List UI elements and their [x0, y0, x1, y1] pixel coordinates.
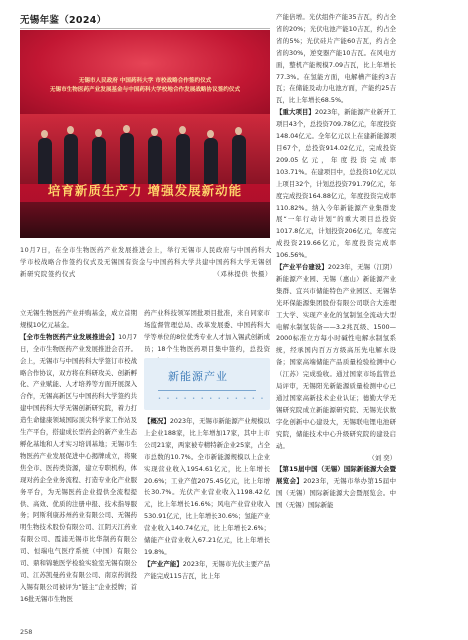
header-rule — [20, 28, 270, 29]
column-3 — [276, 12, 396, 512]
paragraph-text: 产能倍增。光伏组件产能35吉瓦，约占全省的20%；光伏电池产能10吉瓦，约占全省的5%；光伏硅片产能60吉瓦，约占全省的30%，逆变器产能10吉瓦。在风电方面，整机产能规模7.09吉瓦，比上年增长77.3%。在氢能方面，电解槽产能约3吉瓦；在储能及动力电池方面，产能约25吉瓦，比上年增长68.5%。 — [276, 13, 396, 105]
banner-line-1: 无锡市人民政府 中国药科大学 市校战略合作签约仪式 — [78, 78, 212, 84]
paragraph — [276, 464, 396, 512]
section-rule — [158, 390, 256, 391]
entry-heading: 【产业产能】 — [144, 559, 183, 568]
column-1 — [20, 308, 137, 606]
paragraph-text: 10月7日，全市生物医药产业发展推进会召开。会上，无锡市与中国药科大学签订市校战略合作协议，双方将在科研攻关、创新孵化、产业赋能、人才培养等方面开展深入合作，无锡高新区与中国药科大学签约共建中国药科大学无锡创新研究院，着力打造生命健康领域国际顶尖科学家工作站及生产平台，搭建成长型药企的新产业生态孵化基地和人才实习培训基地；无锡市生物医药产业发展促进中心揭牌成立，将聚焦全市、医药类资源，建立专职机构，体现对药企全业务流程、打造专业化产业服务平台，为无锡医药企业提供全流程提供、高效、优质的注册申报、技术指导服务；阿斯利康苏州药业有限公司、无锡药明生物技术股份有限公司、江阴天江药业有限公司、霞浦无锡市比华制药有限公司、恒瑞电气医疗系统（中国）有限公司、鼎和锦驰医学检验实验室无锡有限公司、江苏凯曼药业有限公司、南京药润投入锡有限公司被评为“链主”企业授牌；首16批无锡市生物医 — [20, 332, 137, 603]
person-figure — [38, 138, 52, 184]
paragraph-text: 2023年，无锡（江阴）新能源产业园、无锡（惠山）新能源产业集群、宜兴市储能特色产业园区、无锡华光环保能源集团股份有限公司联合大连理工大学、实现产业化的氢制氢全流动大型电解水制氢装备——3.2兆瓦级、1500—2000标准立方每小时碱性电解水制氢系统，经承国内百万方级高压先电解水设备；国家高端储能产品质量检验检测中心（江苏）完成验收。通过国家市场监管总局评审，无锡阳光新能源质量检测中心已通过国家高新技术企业认证；德勤大学无锡研究院成立新能源研究院、无锡光伏数字化创新中心建设大，无锡联电锂电池研究院，储能技术中心升级研究院的建设启动。 — [276, 263, 397, 450]
column-2-bottom — [144, 416, 270, 583]
photo-caption — [20, 244, 272, 280]
person-figure — [64, 134, 78, 184]
paragraph-text: 2023年，无锡市光伏主要产品产能完成115吉瓦，比上年 — [144, 559, 271, 580]
person-head — [123, 125, 130, 133]
running-title: 无锡年鉴（2024） — [20, 15, 107, 26]
paragraph-text: 药产业科技领军团批项目批准，来自同家市场监督管理总局、改革发展委、中国药科大学等单位的8位优秀专业人才加入锡武创新成员；18个生物医药项目集中签约，总投资 — [144, 309, 270, 353]
person-head — [95, 129, 102, 137]
entry-heading: 【重大项目】 — [276, 108, 315, 117]
paragraph — [144, 559, 270, 583]
paragraph-text: 2023年，无锡市举办第15届中国（无锡）国际新能源大会暨展览会。中国（无锡）国际新能 — [276, 477, 396, 510]
stage-people — [20, 114, 270, 184]
person-head — [151, 128, 158, 136]
photo-slogan: 培育新质生产力 增强发展新动能 — [47, 183, 243, 198]
section-heading-box — [144, 358, 270, 410]
person-head — [41, 130, 48, 138]
entry-heading: 【概况】 — [144, 417, 170, 425]
paragraph — [144, 416, 270, 559]
caption-text: 10月7日，在全市生物医药产业发展推进会上，举行无锡市人民政府与中国药科大学市校战略合作签约仪式及无锡国有资金与中国药科大学共建中国药科大学无锡创新研究院签约仪式 — [20, 246, 272, 278]
section-decoration: • • • • • • • • • • • • • — [158, 396, 266, 402]
person-head — [179, 126, 186, 134]
person-head — [67, 126, 74, 134]
entry-heading: 【第15届中国（无锡）国际新能源大会暨展览会】 — [276, 465, 396, 486]
stage-banner — [20, 30, 270, 114]
paragraph — [20, 308, 137, 332]
paragraph — [20, 332, 137, 606]
paragraph-text: 2023年，无锡市新能源产业规模以上企业188家，比上年增加17家，其中上市公司21家，两家被专精特新企业25家，占全市总数的10.7%。全市新能源规模以上企业实现营业收入1954.61亿元，比上年增长20.6%；工业产值2075.45亿元，比上年增长30.7%。光伏产业营业收入1198.42亿元，比上年增长16.6%；风电产业营业收入530.91亿元，比上年增长30.6%；氢能产业营业收入140.74亿元，比上年增长2.6%；储能产业营业收入67.21亿元，比上年增长19.8%。 — [144, 417, 271, 556]
section-title: 新能源产业 — [168, 370, 228, 383]
person-figure — [148, 136, 162, 184]
person-figure — [232, 135, 246, 184]
paragraph — [276, 262, 396, 453]
person-figure — [120, 133, 134, 184]
paragraph — [276, 107, 396, 262]
paragraph-text: 2023年，新能源产业新开工项目43个，总投资709.78亿元，年度投资148.04亿元。全年亿元以上在建新能源项目67个，总投资914.02亿元，完成投资209.05亿元，年度投资完成率103.71%。在建项目中，总投资10亿元以上项目32个，计划总投资791.79亿元，年度完成投资164.88亿元，年度投资完成率110.82%。纳入今年新能源产业集群发展“一年行动计划”的重大项目总投资1017.8亿元，计划投资206亿元，年度完成投资219.66亿元，年度投资完成率106.56%。 — [276, 108, 397, 260]
person-head — [207, 130, 214, 138]
entry-heading: 【全市生物医药产业发展推进会】 — [20, 332, 119, 341]
entry-heading: 【产业平台建设】 — [276, 263, 328, 272]
caption-credit: （邓林提供 快摄） — [213, 270, 272, 278]
person-figure — [176, 134, 190, 184]
banner-line-2: 无锡市生物医药产业发展基金与中国药科大学校地合作发展战略协议签约仪式 — [49, 87, 241, 93]
stage-front — [20, 202, 270, 238]
author-credit: （刘 奕） — [368, 453, 396, 462]
event-photo — [20, 30, 270, 238]
person-figure — [204, 138, 218, 184]
page-number: 258 — [20, 628, 33, 636]
person-head — [235, 127, 242, 135]
paragraph-text: 立无锡生物医药产业并购基金，成立首期规模10亿元基金。 — [20, 309, 137, 329]
person-figure — [92, 137, 106, 184]
paragraph — [276, 12, 396, 107]
